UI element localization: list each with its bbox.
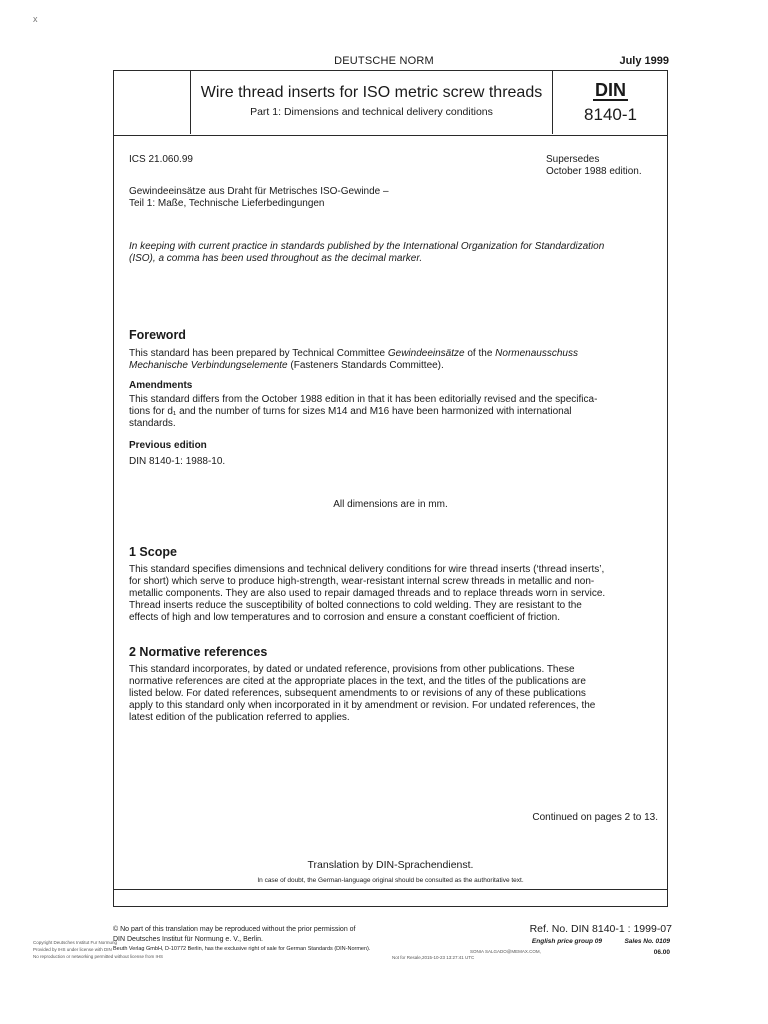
german-title-line-1: Gewindeeinsätze aus Draht für Metrisches ISO-Gewinde – [129,186,389,197]
amendments-line-3: standards. [129,418,176,429]
scope-line-3: metallic components. They are also used to repair damaged threads and to replace threads worn in service. [129,588,606,599]
previous-edition-text: DIN 8140-1: 1988-10. [129,456,226,467]
foreword-text-f: (Fasteners Standards Committee). [290,360,444,371]
ihs-line-3: No reproduction or networking permitted without license from IHS [33,954,164,959]
translation-credit: Translation by DIN-Sprachendienst. [307,859,474,871]
scope-heading: 1 Scope [129,545,177,559]
document-subtitle: Part 1: Dimensions and technical delivery conditions [250,106,493,118]
title-block-left-cell [113,70,191,134]
publication-date: July 1999 [619,55,669,67]
german-title-line-2: Teil 1: Maße, Technische Lieferbedingungen [129,198,325,209]
stray-mark: x [33,14,38,24]
reference-number: Ref. No. DIN 8140-1 : 1999-07 [529,923,672,935]
copyright-line-1: © No part of this translation may be reproduced without the prior permission of [113,926,356,933]
bottom-rule [113,889,668,890]
committee-name: Gewindeeinsätze [387,348,465,359]
continued-note: Continued on pages 2 to 13. [532,812,658,823]
doubt-note: In case of doubt, the German-language original should be consulted as the authoritative text. [257,877,524,884]
edition-code: 06.00 [653,949,670,956]
license-resale-note: Not for Resale,2015-10-23 13:27:41 UTC [392,955,475,960]
scope-line-5: effects of high and low temperatures and to corrosion and ensure a constant coefficient of friction. [129,612,560,623]
document-title: Wire thread inserts for ISO metric screw threads [200,84,543,101]
normative-references-heading: 2 Normative references [129,645,268,659]
amendments-line-1: This standard differs from the October 1988 edition in that it has been editorially revised and the specifica- [129,394,598,405]
normative-line-4: apply to this standard only when incorporated in it by amendment or revision. For undated references, the [129,700,596,711]
amendments-heading: Amendments [129,380,193,391]
title-block [113,70,668,136]
copyright-line-3: Beuth Verlag GmbH, D-10772 Berlin, has the exclusive right of sale for German Standards (DIN-Normen). [113,946,371,952]
decimal-note-line-2: (ISO), a comma has been used throughout as the decimal marker. [129,253,423,264]
normative-line-2: normative references are cited at the appropriate places in the text, and the titles of the publications are [129,676,586,687]
previous-edition-heading: Previous edition [129,440,207,451]
scope-line-2: for short) which serve to produce high-strength, wear-resistant internal screw threads in metallic and non- [129,576,595,587]
amendments-line-2: tions for d₁ and the number of turns for sizes M14 and M16 have been harmonized with international [129,406,572,417]
foreword-text-c: of the [467,348,493,359]
dimensions-note: All dimensions are in mm. [333,499,448,510]
committee-full-name: Mechanische Verbindungselemente [129,360,288,371]
standards-body-name: Normenausschuss [495,348,578,359]
copyright-line-2: DIN Deutsches Institut für Normung e. V., Berlin. [113,936,263,943]
sales-number: Sales No. 0109 [624,938,670,945]
supersedes-label: Supersedes [546,154,600,165]
supersedes-edition: October 1988 edition. [546,166,642,177]
foreword-heading: Foreword [129,328,186,342]
license-email: SONIA SALGADO@MEMAX.COM, [470,949,541,954]
normative-line-1: This standard incorporates, by dated or undated reference, provisions from other publications. These [129,664,575,675]
standard-body-label: DEUTSCHE NORM [334,55,434,67]
ics-code: ICS 21.060.99 [129,154,193,165]
foreword-text-a: This standard has been prepared by Technical Committee [129,348,386,359]
standard-number: 8140-1 [584,105,637,124]
scope-line-1: This standard specifies dimensions and technical delivery conditions for wire thread inserts (‘thread inserts’, [129,564,605,575]
ihs-line-1: Copyright Deutsches Institut Fur Normung [33,940,118,945]
ihs-line-2: Provided by IHS under license with DIN [33,947,112,952]
scope-line-4: Thread inserts reduce the susceptibility of bolted connections to cold welding. They are resistant to the [129,600,582,611]
din-logo: DIN [595,80,626,100]
din-number-cell [552,70,668,134]
normative-line-3: listed below. For dated references, subsequent amendments to or revisions of any of these publications [129,688,586,699]
foreword-paragraph [129,348,659,372]
decimal-note-line-1: In keeping with current practice in standards published by the International Organization for Standardization [129,241,605,252]
normative-line-5: latest edition of the publication referred to applies. [129,712,350,723]
price-group: English price group 09 [531,938,602,945]
